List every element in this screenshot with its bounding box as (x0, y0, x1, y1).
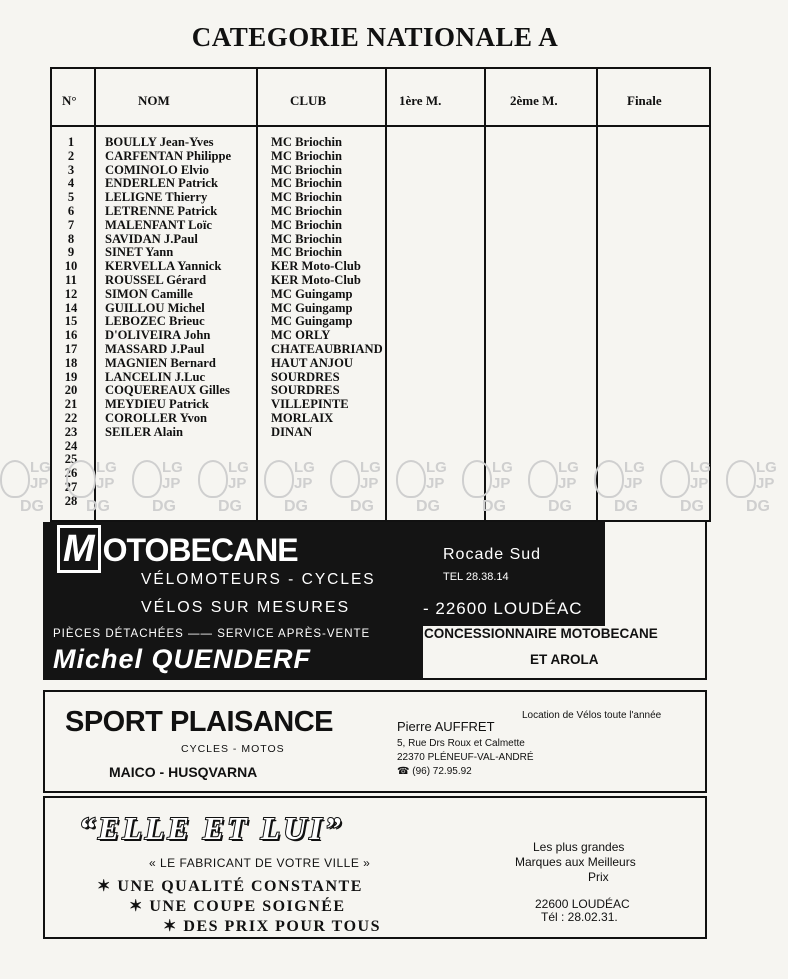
tel-text: TEL 28.38.14 (443, 571, 509, 583)
watermark-dg: DG (218, 498, 242, 515)
watermark-jp: JP (96, 475, 115, 492)
row-club: VILLEPINTE (271, 397, 349, 412)
row-number: 20 (64, 383, 78, 398)
watermark-initials (228, 460, 249, 492)
watermark-lg: LG (426, 459, 447, 476)
arola-text: ET AROLA (530, 652, 599, 667)
club-column (271, 136, 383, 509)
row-nom: COROLLER Yvon (105, 410, 208, 425)
row-number: 22 (64, 410, 78, 425)
results-table (50, 67, 711, 522)
row-nom: MAGNIEN Bernard (105, 355, 216, 370)
col-divider (596, 69, 598, 520)
pierre-auffret: Pierre AUFFRET (397, 719, 495, 734)
watermark-jp: JP (426, 475, 445, 492)
watermark-head-icon (594, 460, 624, 498)
watermark-lg: LG (228, 459, 249, 476)
col-divider (94, 69, 96, 520)
row-club: MC Briochin (271, 162, 343, 177)
row-number: 21 (64, 397, 78, 412)
watermark-initials (426, 460, 447, 492)
watermark-logo (462, 458, 524, 522)
watermark-initials (558, 460, 579, 492)
row-nom: MALENFANT Loïc (105, 217, 212, 232)
header-club: CLUB (290, 93, 327, 108)
watermark-jp: JP (492, 475, 511, 492)
watermark-initials (294, 460, 315, 492)
coupe-line: ✶ UNE COUPE SOIGNÉE (129, 898, 346, 915)
watermark-jp: JP (294, 475, 313, 492)
watermark-lg: LG (294, 459, 315, 476)
watermark-lg: LG (30, 459, 51, 476)
watermark-initials (162, 460, 183, 492)
watermark-lg: LG (492, 459, 513, 476)
watermark-head-icon (660, 460, 690, 498)
row-nom: ROUSSEL Gérard (105, 272, 207, 287)
row-nom: MEYDIEU Patrick (105, 397, 209, 412)
row-club: HAUT ANJOU (271, 355, 353, 370)
watermark-head-icon (0, 460, 30, 498)
row-nom: COMINOLO Elvio (105, 162, 209, 177)
pieces-text: PIÈCES DÉTACHÉES —— SERVICE APRÈS-VENTE (53, 628, 371, 640)
motobecane-logo (57, 528, 298, 571)
watermark-jp: JP (756, 475, 775, 492)
logo-text: OTOBECANE (102, 532, 298, 568)
row-number: 27 (64, 479, 78, 494)
row-club: MC Briochin (271, 245, 343, 260)
row-nom: SINET Yann (105, 245, 174, 260)
location-velos: Location de Vélos toute l'année (522, 710, 662, 721)
row-number: 15 (64, 314, 78, 329)
watermark-logo (396, 458, 458, 522)
watermark-logo (132, 458, 194, 522)
watermark-lg: LG (360, 459, 381, 476)
rocade-text: Rocade Sud (443, 546, 542, 563)
nom-column (105, 136, 231, 509)
velomoteurs-text: VÉLOMOTEURS - CYCLES (141, 571, 376, 588)
watermark-lg: LG (162, 459, 183, 476)
row-number: 17 (64, 341, 78, 356)
row-nom: CARFENTAN Philippe (105, 148, 232, 163)
header-finale: Finale (627, 93, 662, 108)
row-club: SOURDRES (271, 383, 340, 398)
row-number: 6 (67, 203, 75, 218)
watermark-dg: DG (86, 498, 110, 515)
phone-text: ☎ (96) 72.95.92 (397, 766, 472, 777)
row-club: MC Guingamp (271, 300, 353, 315)
row-number: 23 (64, 424, 78, 439)
marques-line-2: Marques aux Meilleurs (515, 855, 636, 869)
watermark-head-icon (264, 460, 294, 498)
ad-border (705, 522, 707, 680)
sport-plaisance-name: SPORT PLAISANCE (65, 706, 334, 738)
row-nom: SEILER Alain (105, 424, 184, 439)
row-number: 7 (67, 217, 75, 232)
col-divider (256, 69, 258, 520)
page-title: CATEGORIE NATIONALE A (191, 22, 559, 52)
row-club: MORLAIX (271, 410, 334, 425)
row-number: 18 (64, 355, 78, 370)
watermark-jp: JP (162, 475, 181, 492)
row-number: 19 (64, 369, 78, 384)
row-club: MC Briochin (271, 217, 343, 232)
watermark-logo (66, 458, 128, 522)
row-number: 10 (64, 259, 78, 274)
watermark-jp: JP (228, 475, 247, 492)
watermark-logo (198, 458, 260, 522)
watermark-logo (0, 458, 62, 522)
row-club: MC Briochin (271, 176, 343, 191)
watermark-jp: JP (30, 475, 49, 492)
row-number: 4 (67, 176, 75, 191)
row-club: KER Moto-Club (271, 272, 361, 287)
watermark-lg: LG (756, 459, 777, 476)
watermark-logo (528, 458, 590, 522)
row-nom: KERVELLA Yannick (105, 259, 222, 274)
row-club: SOURDRES (271, 369, 340, 384)
watermark-initials (30, 460, 51, 492)
watermark-dg: DG (20, 498, 44, 515)
row-number: 14 (64, 300, 78, 315)
address-street: 5, Rue Drs Roux et Calmette (397, 738, 525, 749)
motobecane-ad (43, 522, 707, 680)
watermark-head-icon (462, 460, 492, 498)
ad-border (420, 678, 707, 680)
row-nom: BOULLY Jean-Yves (105, 135, 214, 149)
maico-husqvarna: MAICO - HUSQVARNA (109, 764, 258, 780)
row-number: 11 (65, 272, 77, 287)
watermark-head-icon (726, 460, 756, 498)
concessionnaire-text: CONCESSIONNAIRE MOTOBECANE (424, 626, 658, 641)
num-column (52, 136, 90, 509)
watermark-dg: DG (614, 498, 638, 515)
row-nom: LANCELIN J.Luc (105, 369, 206, 384)
watermark-lg: LG (624, 459, 645, 476)
watermark-dg: DG (680, 498, 704, 515)
elle-phone: Tél : 28.02.31. (541, 910, 618, 924)
watermark-lg: LG (690, 459, 711, 476)
watermark-initials (360, 460, 381, 492)
row-club: MC Briochin (271, 190, 343, 205)
logo-m: M (57, 525, 101, 573)
row-nom: GUILLOU Michel (105, 300, 205, 315)
watermark-head-icon (198, 460, 228, 498)
watermark-dg: DG (284, 498, 308, 515)
watermark-head-icon (132, 460, 162, 498)
elle-et-lui-ad (43, 796, 707, 939)
header-nom: NOM (138, 93, 170, 108)
row-club: MC Briochin (271, 135, 343, 149)
row-club: CHATEAUBRIAND (271, 341, 383, 356)
watermark-strip (0, 458, 777, 522)
header-num: N° (62, 93, 77, 108)
elle-city: 22600 LOUDÉAC (535, 897, 630, 911)
row-nom: COQUEREAUX Gilles (105, 383, 230, 398)
watermark-dg: DG (482, 498, 506, 515)
prix-line: ✶ DES PRIX POUR TOUS (163, 918, 381, 935)
row-number: 26 (64, 466, 78, 481)
row-number: 12 (64, 286, 78, 301)
row-number: 8 (67, 231, 75, 246)
row-nom (105, 440, 231, 454)
col-divider (385, 69, 387, 520)
row-nom: LEBOZEC Brieuc (105, 314, 205, 329)
elle-et-lui-logo: “ELLE ET LUI” (79, 810, 344, 846)
cycles-motos: CYCLES - MOTOS (181, 743, 285, 755)
row-number: 5 (67, 190, 75, 205)
col-divider (484, 69, 486, 520)
row-club: MC Guingamp (271, 314, 353, 329)
marques-line-1: Les plus grandes (533, 840, 625, 854)
fabricant-text: « LE FABRICANT DE VOTRE VILLE » (149, 856, 371, 870)
watermark-lg: LG (96, 459, 117, 476)
watermark-initials (96, 460, 117, 492)
row-nom: MASSARD J.Paul (105, 341, 205, 356)
row-nom: LETRENNE Patrick (105, 203, 218, 218)
row-club: MC Briochin (271, 148, 343, 163)
row-club: MC Briochin (271, 203, 343, 218)
row-club: MC Guingamp (271, 286, 353, 301)
row-club: KER Moto-Club (271, 259, 361, 274)
watermark-logo (594, 458, 656, 522)
row-nom: ENDERLEN Patrick (105, 176, 218, 191)
row-nom: SAVIDAN J.Paul (105, 231, 198, 246)
loudeac-text: - 22600 LOUDÉAC (423, 599, 583, 618)
michel-quenderf: Michel QUENDERF (53, 644, 312, 674)
watermark-dg: DG (350, 498, 374, 515)
watermark-logo (726, 458, 788, 522)
row-club: MC Briochin (271, 231, 343, 246)
marques-line-3: Prix (588, 870, 609, 884)
row-nom: SIMON Camille (105, 286, 193, 301)
watermark-head-icon (330, 460, 360, 498)
watermark-dg: DG (746, 498, 770, 515)
row-number: 24 (64, 438, 78, 453)
row-number: 3 (67, 162, 75, 177)
row-club (271, 440, 383, 454)
watermark-head-icon (396, 460, 426, 498)
row-club: DINAN (271, 424, 313, 439)
watermark-jp: JP (690, 475, 709, 492)
watermark-dg: DG (416, 498, 440, 515)
row-club: MC ORLY (271, 328, 331, 343)
header-divider (52, 125, 709, 127)
header-1ere-manche: 1ère M. (399, 93, 442, 108)
row-number: 9 (67, 245, 75, 260)
row-number: 16 (64, 328, 78, 343)
quality-line: ✶ UNE QUALITÉ CONSTANTE (97, 878, 363, 895)
row-nom: LELIGNE Thierry (105, 190, 208, 205)
watermark-logo (330, 458, 392, 522)
watermark-initials (624, 460, 645, 492)
watermark-head-icon (66, 460, 96, 498)
watermark-dg: DG (548, 498, 572, 515)
row-number: 2 (67, 148, 75, 163)
sport-plaisance-ad (43, 690, 707, 793)
watermark-initials (756, 460, 777, 492)
row-number: 25 (64, 452, 78, 467)
watermark-jp: JP (624, 475, 643, 492)
watermark-lg: LG (558, 459, 579, 476)
row-number: 1 (67, 135, 75, 149)
watermark-dg: DG (152, 498, 176, 515)
watermark-initials (492, 460, 513, 492)
watermark-initials (690, 460, 711, 492)
address-city: 22370 PLÉNEUF-VAL-ANDRÉ (397, 752, 534, 763)
header-2eme-manche: 2ème M. (510, 93, 558, 108)
watermark-jp: JP (360, 475, 379, 492)
watermark-logo (264, 458, 326, 522)
row-number: 28 (64, 493, 78, 508)
watermark-logo (660, 458, 722, 522)
watermark-head-icon (528, 460, 558, 498)
watermark-jp: JP (558, 475, 577, 492)
velos-text: VÉLOS SUR MESURES (141, 599, 351, 616)
row-nom: D'OLIVEIRA John (105, 328, 211, 343)
